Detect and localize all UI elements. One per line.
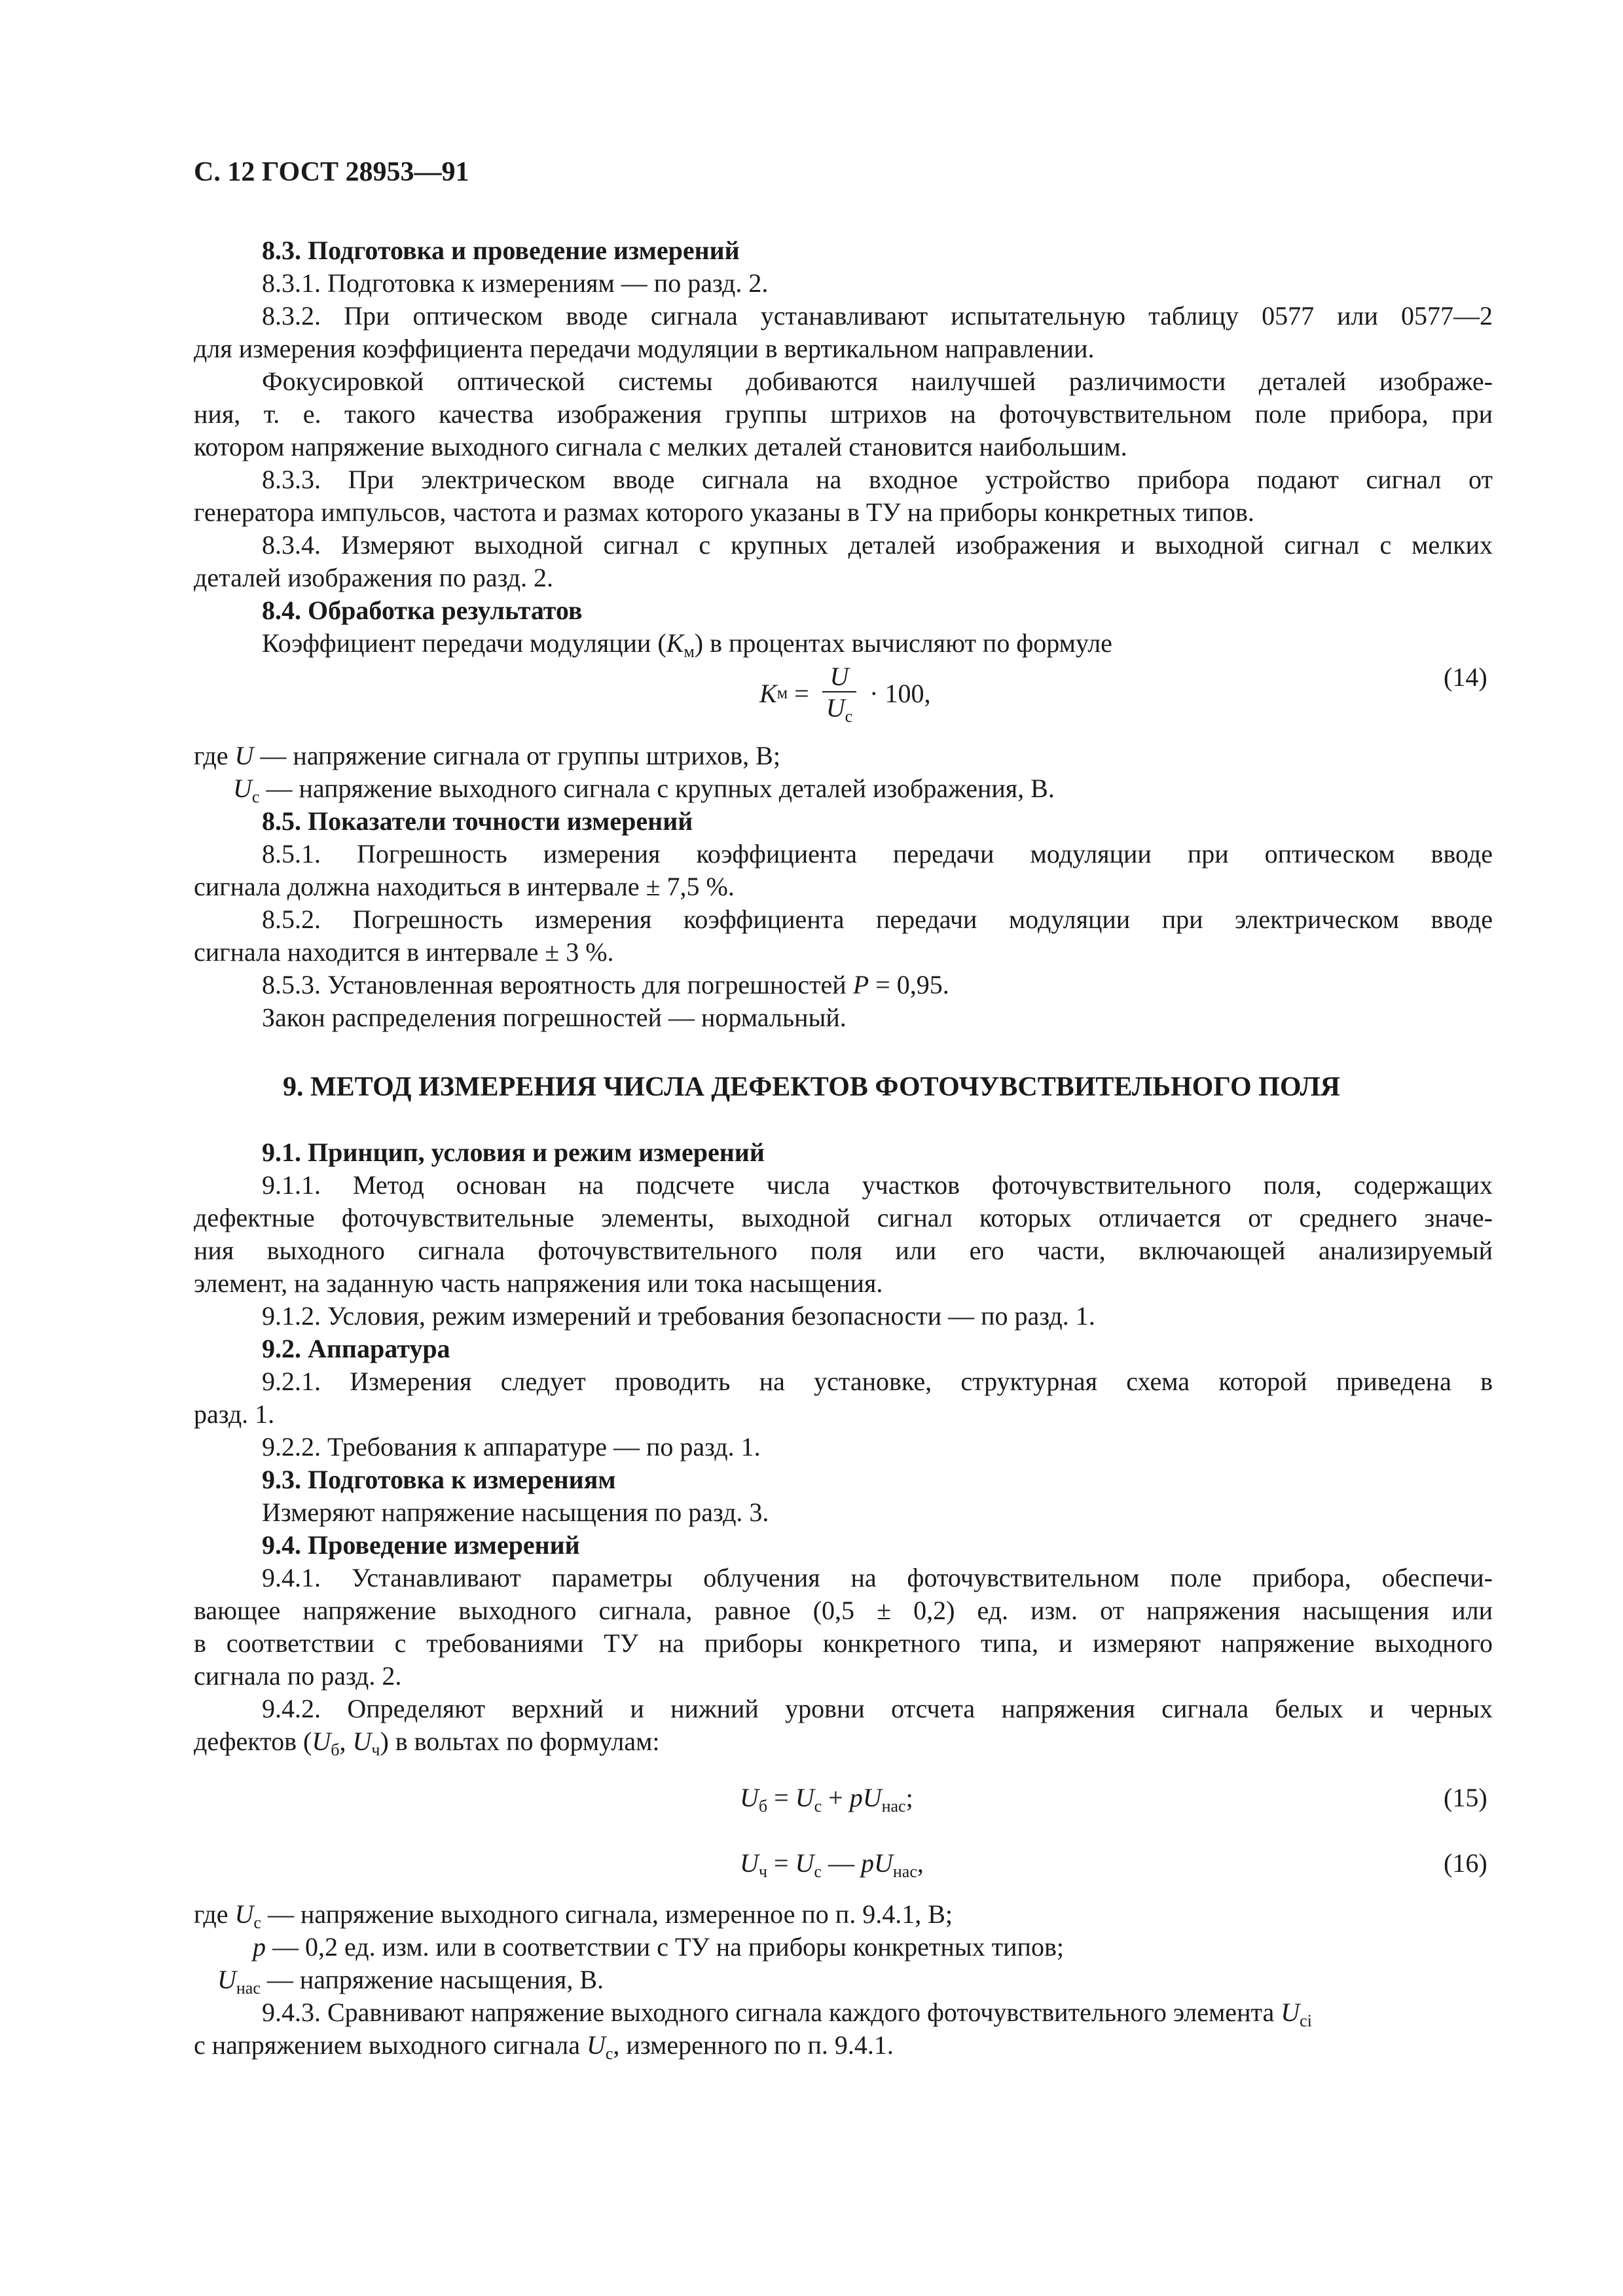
para-8-5-2-line1: 8.5.2. Погрешность измерения коэффициента передачи модуляции при электрическом вводе [262,905,1493,934]
para-9-1-1-line3: ния выходного сигнала фоточувствительного поля или его части, включающей анализируемый [194,1236,1493,1265]
para-9-4-1-line1: 9.4.1. Устанавливают параметры облучения на фоточувствительном поле прибора, обеспечи- [262,1563,1493,1592]
para-8-3-4-line2: деталей изображения по разд. 2. [194,563,554,592]
para-8-3-2-line2: для измерения коэффициента передачи модуляции в вертикальном направлении. [194,334,1095,363]
where-unas: $U_{нас}$ — напряжение насыщения, В. [217,1965,604,1998]
para-8-3-1: 8.3.1. Подготовка к измерениям — по разд. 2. [262,268,769,298]
para-8-3-2-line1: 8.3.2. При оптическом вводе сигнала устанавливают испытательную таблицу 0577 или 0577—2 [262,301,1493,331]
para-9-4-2-line1: 9.4.2. Определяют верхний и нижний уровни отсчета напряжения сигнала белых и черных [262,1694,1493,1723]
page-header: С. 12 ГОСТ 28953—91 [194,157,469,187]
where-p: p — 0,2 ед. изм. или в соответствии с ТУ на приборы конкретных типов; [253,1932,1064,1962]
para-8-5-2-line2: сигнала находится в интервале ± 3 %. [194,937,614,967]
para-8-3-3-line1: 8.3.3. При электрическом вводе сигнала на входное устройство прибора подают сигнал от [262,465,1493,494]
para-9-2-2: 9.2.2. Требования к аппаратуре — по разд. 1. [262,1432,761,1462]
para-9-1-2: 9.1.2. Условия, режим измерений и требования безопасности — по разд. 1. [262,1301,1095,1331]
section-9-2-title: 9.2. Аппаратура [262,1334,450,1363]
where-u: где U — напряжение сигнала от группы штрихов, В; [194,741,780,770]
para-9-3: Измеряют напряжение насыщения по разд. 3. [262,1498,769,1527]
section-8-4-title: 8.4. Обработка результатов [262,596,583,625]
formula-16-number: (16) [1444,1848,1487,1878]
para-9-4-1-line4: сигнала по разд. 2. [194,1661,402,1691]
para-law: Закон распределения погрешностей — нормальный. [262,1003,847,1032]
para-8-3-3-line2: генератора импульсов, частота и размах которого указаны в ТУ на приборы конкретных типов. [194,497,1254,527]
para-9-4-1-line2: вающее напряжение выходного сигнала, равное (0,5 ± 0,2) ед. изм. от напряжения насыщения или [194,1596,1493,1625]
section-9-3-title: 9.3. Подготовка к измерениям [262,1465,616,1494]
para-focus-line2: ния, т. е. такого качества изображения группы штрихов на фоточувствительном поле прибора, при [194,399,1493,429]
para-9-1-1-line1: 9.1.1. Метод основан на подсчете числа участков фоточувствительного поля, содержащих [262,1170,1493,1200]
para-9-2-1-line1: 9.2.1. Измерения следует проводить на установке, структурная схема которой приведена в [262,1367,1493,1396]
where-uc-9: где $U_с$ — напряжение выходного сигнала, измеренное по п. 9.4.1, В; [194,1899,953,1932]
formula-15: $U_б = U_с + pU_{нас}$; [740,1783,913,1816]
para-9-4-3-line2: с напряжением выходного сигнала $U_с$, измеренного по п. 9.4.1. [194,2030,894,2063]
para-9-4-2-line2: дефектов ($U_б$, $U_ч$) в вольтах по формулам: [194,1727,660,1759]
formula-14-number: (14) [1444,662,1487,692]
para-9-2-1-line2: разд. 1. [194,1399,275,1429]
para-9-1-1-line4: элемент, на заданную часть напряжения или тока насыщения. [194,1268,883,1298]
formula-15-number: (15) [1444,1783,1487,1812]
formula-16: $U_ч = U_с$ — $pU_{нас}$, [740,1848,924,1881]
formula-14-fraction: $\frac{U}{U_с}$ [822,662,856,724]
para-9-4-3-line1: 9.4.3. Сравнивают напряжение выходного сигнала каждого фоточувствительного элемента $U_{ci}$ [262,1998,1312,2030]
para-8-5-3: 8.5.3. Установленная вероятность для погрешностей P = 0,95. [262,970,949,999]
section-8-5-title: 8.5. Показатели точности измерений [262,806,693,836]
para-focus-line3: котором напряжение выходного сигнала с мелких деталей становится наибольшим. [194,432,1127,461]
para-8-3-4-line1: 8.3.4. Измеряют выходной сигнал с крупных деталей изображения и выходной сигнал с мелких [262,530,1493,560]
para-9-1-1-line2: дефектные фоточувствительные элементы, выходной сигнал которых отличается от среднего значе- [194,1203,1493,1232]
section-9-4-title: 9.4. Проведение измерений [262,1530,580,1560]
section-9-1-title: 9.1. Принцип, условия и режим измерений [262,1138,765,1167]
para-8-4-intro: Коэффициент передачи модуляции $(K_м)$ в процентах вычисляют по формуле [262,628,1112,661]
para-8-5-1-line1: 8.5.1. Погрешность измерения коэффициента передачи модуляции при оптическом вводе [262,839,1493,869]
section-8-3-title: 8.3. Подготовка и проведение измерений [262,236,740,265]
section-9-heading: 9. МЕТОД ИЗМЕРЕНИЯ ЧИСЛА ДЕФЕКТОВ ФОТОЧУВСТВИТЕЛЬНОГО ПОЛЯ [282,1072,1341,1102]
para-focus-line1: Фокусировкой оптической системы добиваются наилучшей различимости деталей изображе- [262,367,1493,396]
where-uc: $U_с$ — напряжение выходного сигнала с крупных деталей изображения, В. [233,774,1055,806]
para-9-4-1-line3: в соответствии с требованиями ТУ на приборы конкретного типа, и измеряют напряжение выходного [194,1628,1493,1658]
formula-14: K м = $\frac{U}{U_с}$ · 100, [759,662,931,726]
para-8-5-1-line2: сигнала должна находиться в интервале ± 7,5 %. [194,872,735,901]
